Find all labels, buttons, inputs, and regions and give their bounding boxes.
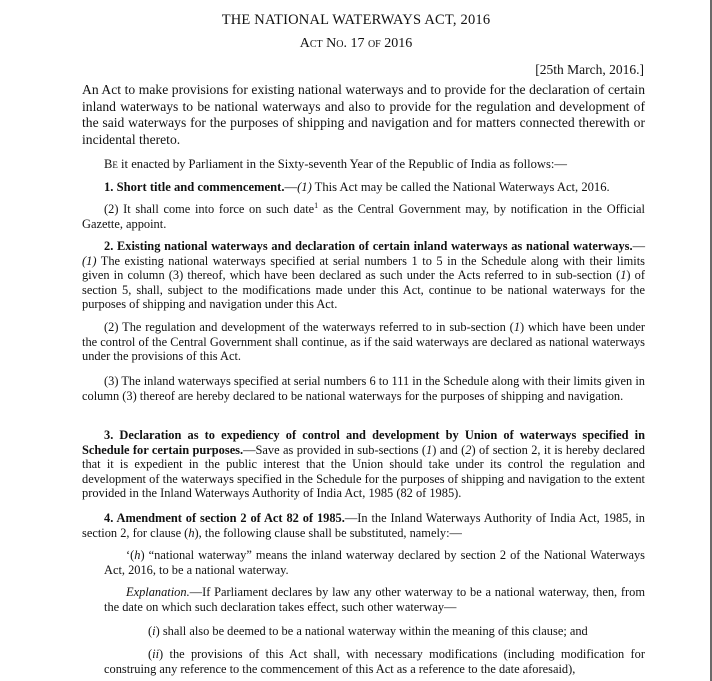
section-2-sub-3-number: (3) (104, 374, 119, 388)
section-1-sub-1-text: This Act may be called the National Waterways Act, 2016. (311, 180, 610, 194)
section-2-sub-2-ref: 1 (513, 320, 521, 334)
section-2-heading: 2. Existing national waterways and declaration of certain inland waterways as national waterways. (104, 239, 633, 253)
section-2-sub-1-ref: 1 (620, 268, 627, 283)
explanation-paragraph (82, 585, 645, 614)
section-3-paragraph (82, 428, 645, 501)
item-ii-number: ii (152, 647, 160, 661)
section-2-sub-2-text-a: The regulation and development of the waterways referred to in sub-section ( (118, 320, 514, 334)
item-i-text: ) shall also be deemed to be a national waterway within the meaning of this clause; and (155, 624, 588, 638)
item-i-number: i (152, 624, 156, 638)
enacting-formula (82, 157, 645, 172)
explanation-item-ii (104, 647, 645, 676)
section-3-text-a: Save as provided in sub-sections ( (255, 442, 427, 457)
section-1-paragraph-1 (82, 180, 645, 195)
section-1-sub-1-number: (1) (297, 180, 312, 194)
section-2-sub-2-number: (2) (104, 320, 119, 334)
section-1-heading: 1. Short title and commencement. (104, 180, 285, 194)
footnote-marker: 1 (314, 201, 319, 210)
enacting-lead: Be (104, 157, 118, 171)
item-ii-open-paren: ( (148, 647, 153, 661)
item-ii-text: ) the provisions of this Act shall, with necessary modifications (including modification for construing any reference to the commencement of this Act as a reference to the date aforesaid), (104, 647, 645, 676)
section-1-paragraph-2 (82, 202, 645, 231)
substituted-clause-h (82, 548, 645, 577)
section-2-sub-3-text: The inland waterways specified at serial numbers 6 to 111 in the Schedule along with their limits given in column (3) thereof are hereby declared to be national waterways for the purposes of shipping and navigation. (82, 374, 645, 403)
section-2-sub-1-number: (1) (82, 253, 97, 268)
section-3-text-b: ) and ( (432, 442, 466, 457)
explanation-item-i (148, 624, 645, 639)
section-3-dash: — (243, 442, 256, 457)
clause-h-letter: h (134, 548, 141, 562)
section-2-paragraph-1 (82, 239, 645, 312)
section-4-clause-ref: h (188, 525, 195, 540)
act-title: THE NATIONAL WATERWAYS ACT, 2016 (221, 12, 491, 28)
enactment-date (535, 62, 644, 78)
item-i-open-paren: ( (148, 624, 153, 638)
section-4-paragraph (82, 511, 645, 540)
section-3-heading: 3. Declaration as to expediency of control and development by Union of waterways specified in Schedule for certain purposes. (82, 428, 645, 457)
section-1-sub-2-text-b: as the Central Government may, by notification in the Official Gazette, appoint. (82, 202, 645, 231)
long-title-paragraph: An Act to make provisions for existing national waterways and to provide for the declaration of certain inland waterways to be national waterways and also to provide for the regulation and development of the said waterways for the purposes of shipping and navigation and for matters connected therewith or incidental thereto. (82, 82, 645, 147)
section-2-sub-1-text-a: The existing national waterways specified at serial numbers 1 to 5 in the Schedule along with their limits given in column (3) thereof, which have been declared as such under the Acts referred to in sub-section ( (82, 253, 645, 283)
section-3-ref-1: 1 (426, 442, 433, 457)
explanation-text: —If Parliament declares by law any other waterway to be a national waterway, then, from the date on which such declaration takes effect, such other waterway— (104, 585, 645, 614)
section-1-sub-2-number: (2) (104, 202, 119, 216)
section-2-sub-1-text-b: ) of section 5, shall, subject to the modifications made under this Act, continue to be national waterways for the purposes of shipping and navigation under this Act. (82, 268, 646, 312)
section-4-text-b: ), the following clause shall be substituted, namely:— (194, 525, 462, 540)
section-1-dash: — (284, 180, 298, 194)
clause-h-text: ) “national waterway” means the inland waterway declared by section 2 of the National Waterways Act, 2016, to be a national waterway. (104, 548, 645, 577)
explanation-label: Explanation. (126, 585, 190, 599)
enactment-date-text: [25th March, 2016.] (535, 62, 644, 77)
section-4-text-a: In the Inland Waterways Authority of India Act, 1985, in section 2, for clause ( (82, 511, 645, 540)
section-1-sub-2-text-a: It shall come into force on such date (118, 202, 315, 216)
enacting-text: it enacted by Parliament in the Sixty-seventh Year of the Republic of India as follows:— (117, 157, 567, 171)
section-2-sub-2-text-b: ) which have been under the control of the Central Government shall continue, as if the said waterways are declared as national waterways under the provisions of this Act. (82, 320, 646, 364)
section-2-paragraph-2 (82, 320, 645, 364)
section-2-dash: — (632, 239, 645, 253)
section-3-text-c: ) of section 2, it is hereby declared that it is expedient in the public interest that the Union should take under its control the regulation and development of the waterways specified in the Schedule for the purposes of shipping and navigation to the extent provided in the Inland Waterways Authority of India Act, 1985 (82 of 1985). (82, 442, 645, 501)
clause-h-open: ‘( (126, 548, 135, 562)
section-2-paragraph-3 (82, 374, 645, 403)
section-4-dash: — (344, 511, 358, 525)
section-4-heading: 4. Amendment of section 2 of Act 82 of 1985. (104, 511, 345, 525)
section-3-ref-2: 2 (465, 442, 472, 457)
act-number: Act No. 17 of 2016 (299, 36, 413, 51)
